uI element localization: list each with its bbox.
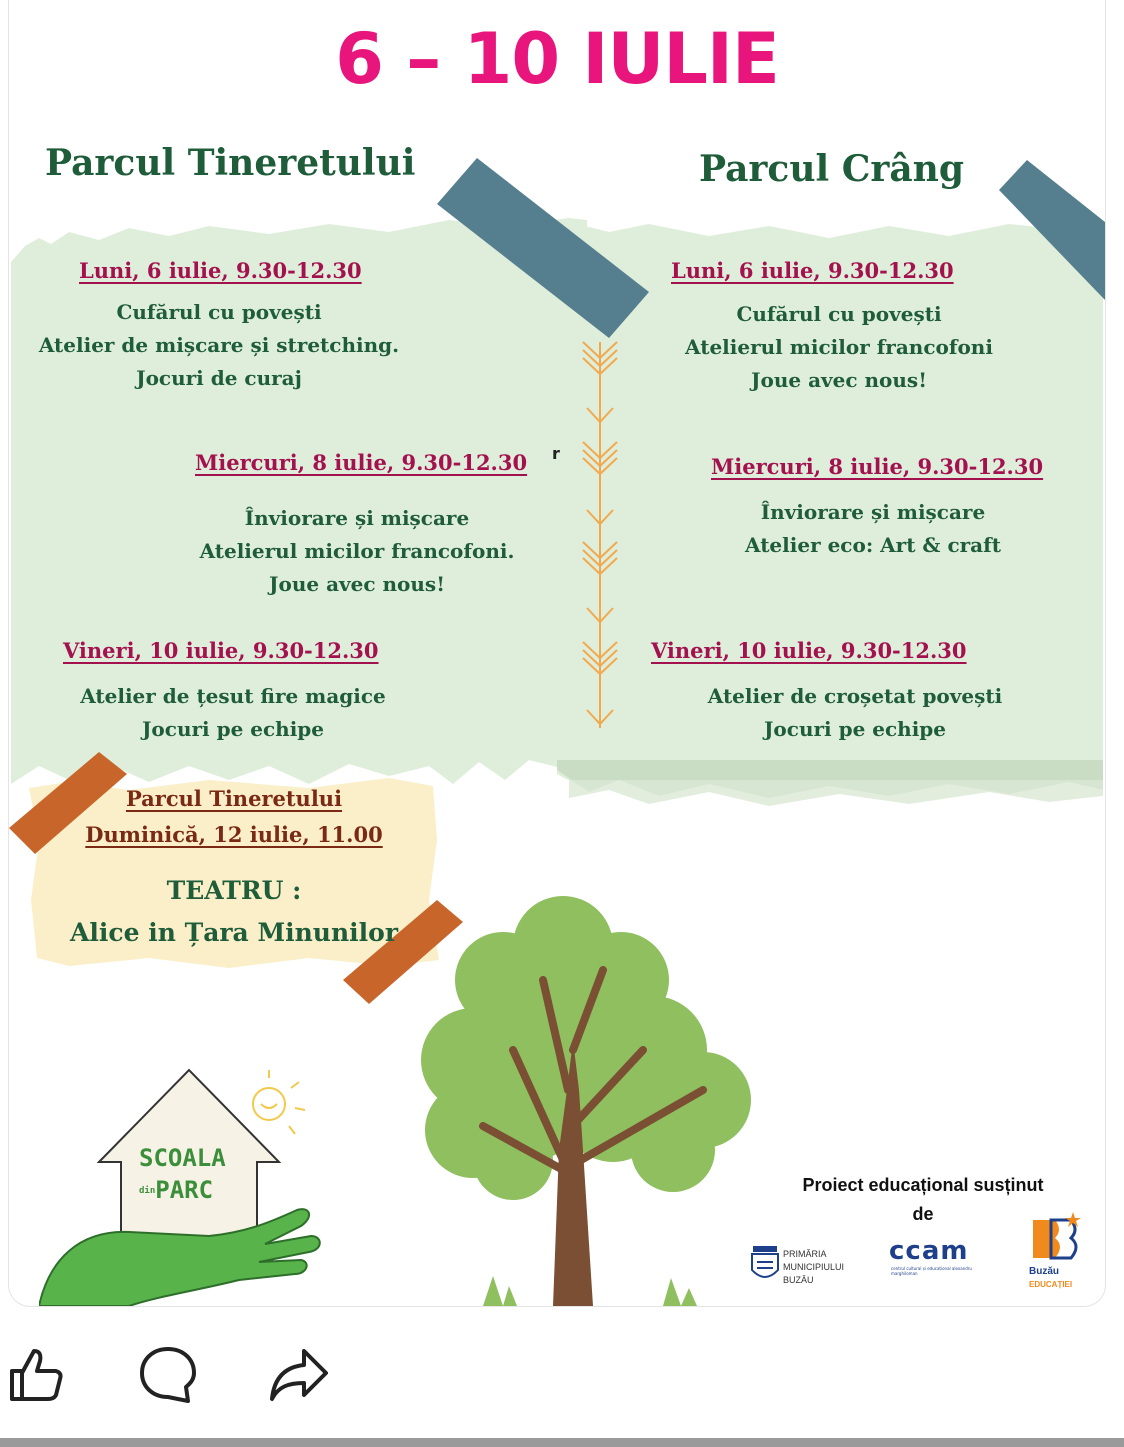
activity: Atelierul micilor francofoni. [199, 539, 515, 563]
buzau-logo-sub: EDUCAȚIEI [1029, 1280, 1073, 1289]
primaria-logo-text: PRIMĂRIA MUNICIPIULUI BUZĂU [783, 1249, 845, 1285]
share-button[interactable] [268, 1345, 328, 1405]
activity: Joue avec nous! [269, 572, 445, 596]
theatre-date: Duminică, 12 iulie, 11.00 [85, 822, 383, 847]
activity: Joue avec nous! [751, 368, 927, 392]
activity: Atelier de croșetat povești [707, 684, 1003, 708]
activity: Atelier de țesut fire magice [80, 684, 386, 708]
right-friday-heading: Vineri, 10 iulie, 9.30-12.30 [651, 638, 967, 663]
activity: Înviorare și mișcare [760, 500, 986, 524]
left-friday-heading: Vineri, 10 iulie, 9.30-12.30 [63, 638, 379, 663]
left-wednesday-activities [157, 502, 557, 601]
activity: Jocuri pe echipe [763, 717, 947, 741]
theatre-label: TEATRU : [166, 876, 302, 905]
theatre-park: Parcul Tineretului [125, 786, 343, 811]
comment-button[interactable] [138, 1345, 198, 1405]
scrollbar-track [0, 1438, 1124, 1447]
logo-din: din [139, 1186, 156, 1196]
tree-illustration [413, 890, 763, 1306]
date-range-title: 6 – 10 IULIE [335, 18, 779, 100]
primaria-crest-icon [749, 1244, 781, 1284]
right-monday-activities [639, 298, 1039, 397]
activity: Cufărul cu povești [736, 302, 942, 326]
ccam-subtitle: centrul cultural și educațional alexandru marghiloman [891, 1266, 972, 1276]
chevron-arrows-icon [579, 336, 621, 736]
activity: Atelierul micilor francofoni [685, 335, 993, 359]
left-friday-activities [33, 680, 433, 746]
buzau-capitala-educatiei-icon [1027, 1206, 1087, 1266]
sponsor-line2: de [912, 1204, 934, 1224]
left-monday-activities [19, 296, 419, 395]
activity: Înviorare și mișcare [244, 506, 470, 530]
right-wednesday-heading: Miercuri, 8 iulie, 9.30-12.30 [711, 454, 1044, 479]
right-wednesday-activities [673, 496, 1073, 562]
right-park-title: Parcul Crâng [699, 148, 964, 190]
logo-school-line2 [139, 1176, 213, 1204]
activity: Atelier de mișcare și stretching. [38, 333, 400, 357]
ccam-logo: ccam [889, 1236, 969, 1266]
like-button[interactable] [6, 1345, 66, 1405]
activity: Jocuri de curaj [136, 366, 302, 390]
right-friday-activities [655, 680, 1055, 746]
sponsor-line1: Proiect educațional susținut [802, 1175, 1044, 1195]
logo-school-line1: SCOALA [139, 1144, 226, 1172]
left-monday-heading: Luni, 6 iulie, 9.30-12.30 [79, 258, 362, 283]
left-park-title: Parcul Tineretului [45, 142, 416, 184]
post-card [8, 0, 1106, 1307]
buzau-logo-word: Buzău [1029, 1266, 1059, 1277]
logo-parc: PARC [155, 1176, 214, 1204]
activity: Atelier eco: Art & craft [745, 533, 1001, 557]
theatre-title: Alice in Țara Minunilor [69, 918, 398, 947]
activity: Cufărul cu povești [116, 300, 322, 324]
stray-mark: r [552, 444, 560, 463]
left-wednesday-heading: Miercuri, 8 iulie, 9.30-12.30 [195, 450, 528, 475]
right-monday-heading: Luni, 6 iulie, 9.30-12.30 [671, 258, 954, 283]
activity: Jocuri pe echipe [141, 717, 325, 741]
